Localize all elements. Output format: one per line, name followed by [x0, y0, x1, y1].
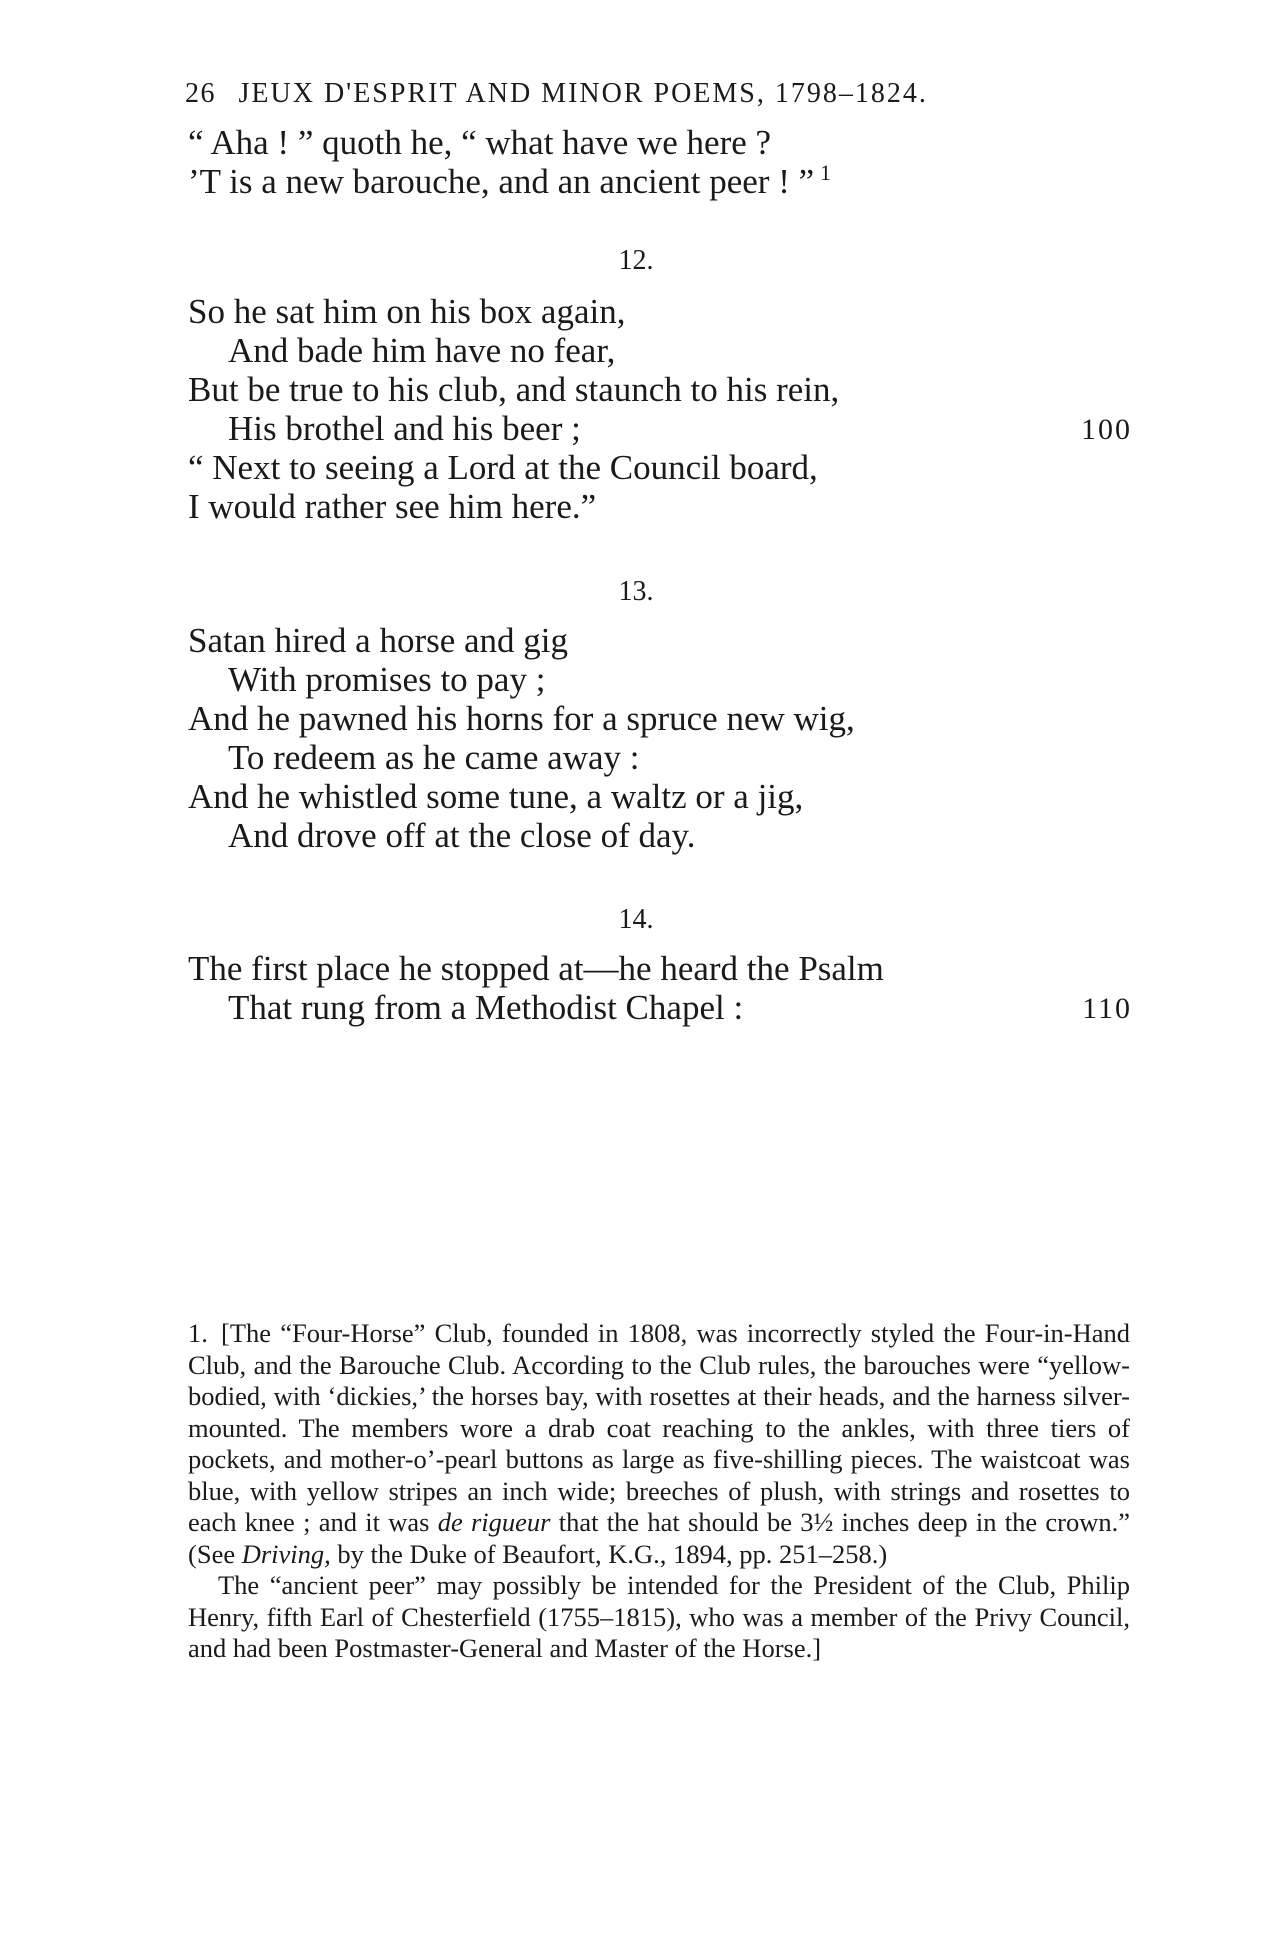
verse-line: And he pawned his horns for a spruce new wig,	[188, 699, 855, 738]
verse-line: And bade him have no fear,	[228, 331, 616, 370]
verse-line: “ Aha ! ” quoth he, “ what have we here ?	[188, 123, 772, 162]
verse-line: The first place he stopped at—he heard the Psalm	[188, 949, 884, 988]
footnote: 1. [The “Four-Horse” Club, founded in 1808, was incorrectly styled the Four-in-Hand Club, and the Barouche Club. According to the Club rules, the barouches were “yellow-bodied, with ‘dickies,’ the horses bay, with rosettes at their heads, and the harness silver-mounted. The members wore a drab coat reaching to the ankles, with three tiers of pockets, and mother-o’-pearl buttons as large as five-shilling pieces. The waistcoat was blue, with yellow stripes an inch wide; breeches of plush, with strings and rosettes to each knee ; and it was de rigueur that the hat should be 3½ inches deep in the crown.” (See Driving, by the Duke of Beaufort, K.G., 1894, pp. 251–258.)	[188, 1318, 1130, 1569]
verse-line: With promises to pay ;	[228, 660, 546, 699]
verse-line: I would rather see him here.”	[188, 487, 597, 526]
page-number: 26	[185, 78, 216, 109]
verse-line: So he sat him on his box again,	[188, 292, 626, 331]
line-number: 100	[1081, 413, 1132, 446]
verse-line: ’T is a new barouche, and an ancient peer ! ” $^1$	[188, 161, 831, 201]
footnote-marker: 1	[820, 161, 831, 186]
running-header	[185, 78, 928, 110]
stanza-number: 13.	[618, 576, 654, 607]
stanza-number: 14.	[618, 904, 654, 935]
verse-line: And drove off at the close of day.	[228, 816, 696, 855]
running-title: JEUX D'ESPRIT AND MINOR POEMS, 1798–1824.	[238, 78, 928, 109]
verse-line: That rung from a Methodist Chapel :	[228, 988, 744, 1027]
verse-line: Satan hired a horse and gig	[188, 621, 569, 660]
line-number: 110	[1082, 992, 1132, 1025]
verse-line: “ Next to seeing a Lord at the Council board,	[188, 448, 818, 487]
footnote-italic: de rigueur	[437, 1507, 551, 1537]
stanza-number: 12.	[618, 245, 654, 276]
verse-line: And he whistled some tune, a waltz or a jig,	[188, 777, 804, 816]
verse-line: His brothel and his beer ;	[228, 409, 581, 448]
footnote-paragraph: The “ancient peer” may possibly be intended for the President of the Club, Philip Henry, fifth Earl of Chesterfield (1755–1815), who was a member of the Privy Council, and had been Postmaster-General and Master of the Horse.]	[188, 1570, 1130, 1663]
footnote-italic: Driving,	[241, 1538, 331, 1569]
footnotes	[188, 1318, 1130, 1665]
verse-line: To redeem as he came away :	[228, 738, 640, 777]
footnote-number: 1.	[188, 1318, 208, 1348]
verse-line: But be true to his club, and staunch to his rein,	[188, 370, 840, 409]
